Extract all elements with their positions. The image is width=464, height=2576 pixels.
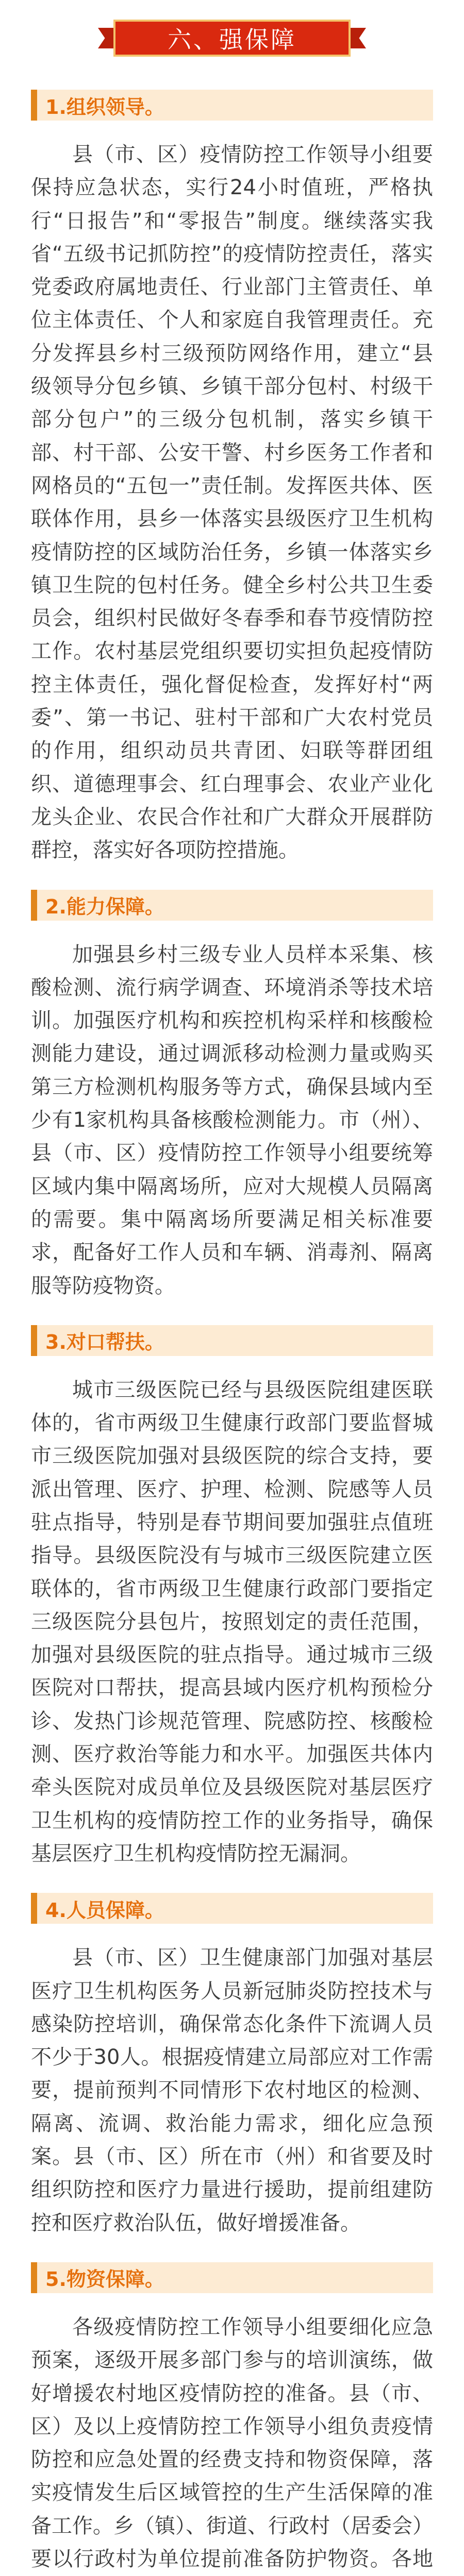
section-banner — [98, 12, 366, 64]
section-heading-bar — [31, 890, 433, 921]
section-heading-bar — [31, 1893, 433, 1924]
page-title: 六、强保障 — [168, 26, 296, 54]
section-capacity — [31, 890, 433, 1302]
ribbon-left-decoration — [98, 28, 113, 48]
section-heading-bar — [31, 90, 433, 121]
section-body: 各级疫情防控工作领导小组要细化应急预案，逐级开展多部门参与的培训演练，做好增援农村地区疫情防控的准备。县（市、区）及以上疫情防控工作领导小组负责疫情防控和应急处置的经费支持和物资保障，落实疫情发生后区域管控的生产生活保障的准备工作。乡（镇）、街道、行政村（居委会）要以行政村为单位提前准备防护物资。各地 — [31, 2315, 433, 2571]
banner-title-box — [113, 20, 351, 57]
section-heading-bar — [31, 2262, 433, 2293]
section-assistance — [31, 1325, 433, 1870]
heading-accent-bar — [31, 1325, 37, 1356]
section-heading: 3.对口帮扶。 — [45, 1331, 164, 1354]
section-heading: 1.组织领导。 — [45, 95, 164, 118]
section-heading: 2.能力保障。 — [45, 895, 164, 919]
section-heading: 4.人员保障。 — [45, 1899, 164, 1922]
heading-accent-bar — [31, 1893, 37, 1924]
section-body: 县（市、区）疫情防控工作领导小组要保持应急状态，实行24小时值班，严格执行“日报告”和“零报告”制度。继续落实我省“五级书记抓防控”的疫情防控责任，落实党委政府属地责任、行业部门主管责任、单位主体责任、个人和家庭自我管理责任。充分发挥县乡村三级预防网络作用，建立“县级领导分包乡镇、乡镇干部分包村、村级干部分包户”的三级分包机制，落实乡镇干部、村干部、公安干警、村乡医务工作者和网格员的“五包一”责任制。发挥医共体、医联体作用，县乡一体落实县级医疗卫生机构疫情防控的区域防治任务，乡镇一体落实乡镇卫生院的包村任务。健全乡村公共卫生委员会，组织村民做好冬春季和春节疫情防控工作。农村基层党组织要切实担负起疫情防控主体责任，强化督促检查，发挥好村“两委”、第一书记、驻村干部和广大农村党员的作用，组织动员共青团、妇联等群团组织、道德理事会、红白理事会、农业产业化龙头企业、农民合作社和广大群众开展群防群控，落实好各项防控措施。 — [31, 143, 433, 862]
section-heading: 5.物资保障。 — [45, 2268, 164, 2291]
ribbon-right-decoration — [351, 28, 366, 48]
section-supplies — [31, 2262, 433, 2576]
section-body: 城市三级医院已经与县级医院组建医联体的，省市两级卫生健康行政部门要监督城市三级医院加强对县级医院的综合支持，要派出管理、医疗、护理、检测、院感等人员驻点指导，特别是春节期间要加强驻点值班指导。县级医院没有与城市三级医院建立医联体的，省市两级卫生健康行政部门要指定三级医院分县包片，按照划定的责任范围，加强对县级医院的驻点指导。通过城市三级医院对口帮扶，提高县域内医疗机构预检分诊、发热门诊规范管理、院感防控、核酸检测、医疗救治等能力和水平。加强医共体内牵头医院对成员单位及县级医院对基层医疗卫生机构的疫情防控工作的业务指导，确保基层医疗卫生机构疫情防控无漏洞。 — [31, 1378, 433, 1866]
section-personnel — [31, 1893, 433, 2240]
section-body: 加强县乡村三级专业人员样本采集、核酸检测、流行病学调查、环境消杀等技术培训。加强医疗机构和疾控机构采样和核酸检测能力建设，通过调派移动检测力量或购买第三方检测机构服务等方式，确保县域内至少有1家机构具备核酸检测能力。市（州）、县（市、区）疫情防控工作领导小组要统筹区域内集中隔离场所，应对大规模人员隔离的需要。集中隔离场所要满足相关标准要求，配备好工作人员和车辆、消毒剂、隔离服等防疫物资。 — [31, 942, 433, 1298]
heading-accent-bar — [31, 890, 37, 921]
section-organization — [31, 90, 433, 867]
heading-accent-bar — [31, 2262, 37, 2293]
heading-accent-bar — [31, 90, 37, 121]
section-heading-bar — [31, 1325, 433, 1356]
section-body: 县（市、区）卫生健康部门加强对基层医疗卫生机构医务人员新冠肺炎防控技术与感染防控培训，确保常态化条件下流调人员不少于30人。根据疫情建立局部应对工作需要，提前预判不同情形下农村地区的检测、隔离、流调、救治能力需求，细化应急预案。县（市、区）所在市（州）和省要及时组织防控和医疗力量进行援助，提前组建防控和医疗救治队伍，做好增援准备。 — [31, 1946, 433, 2235]
